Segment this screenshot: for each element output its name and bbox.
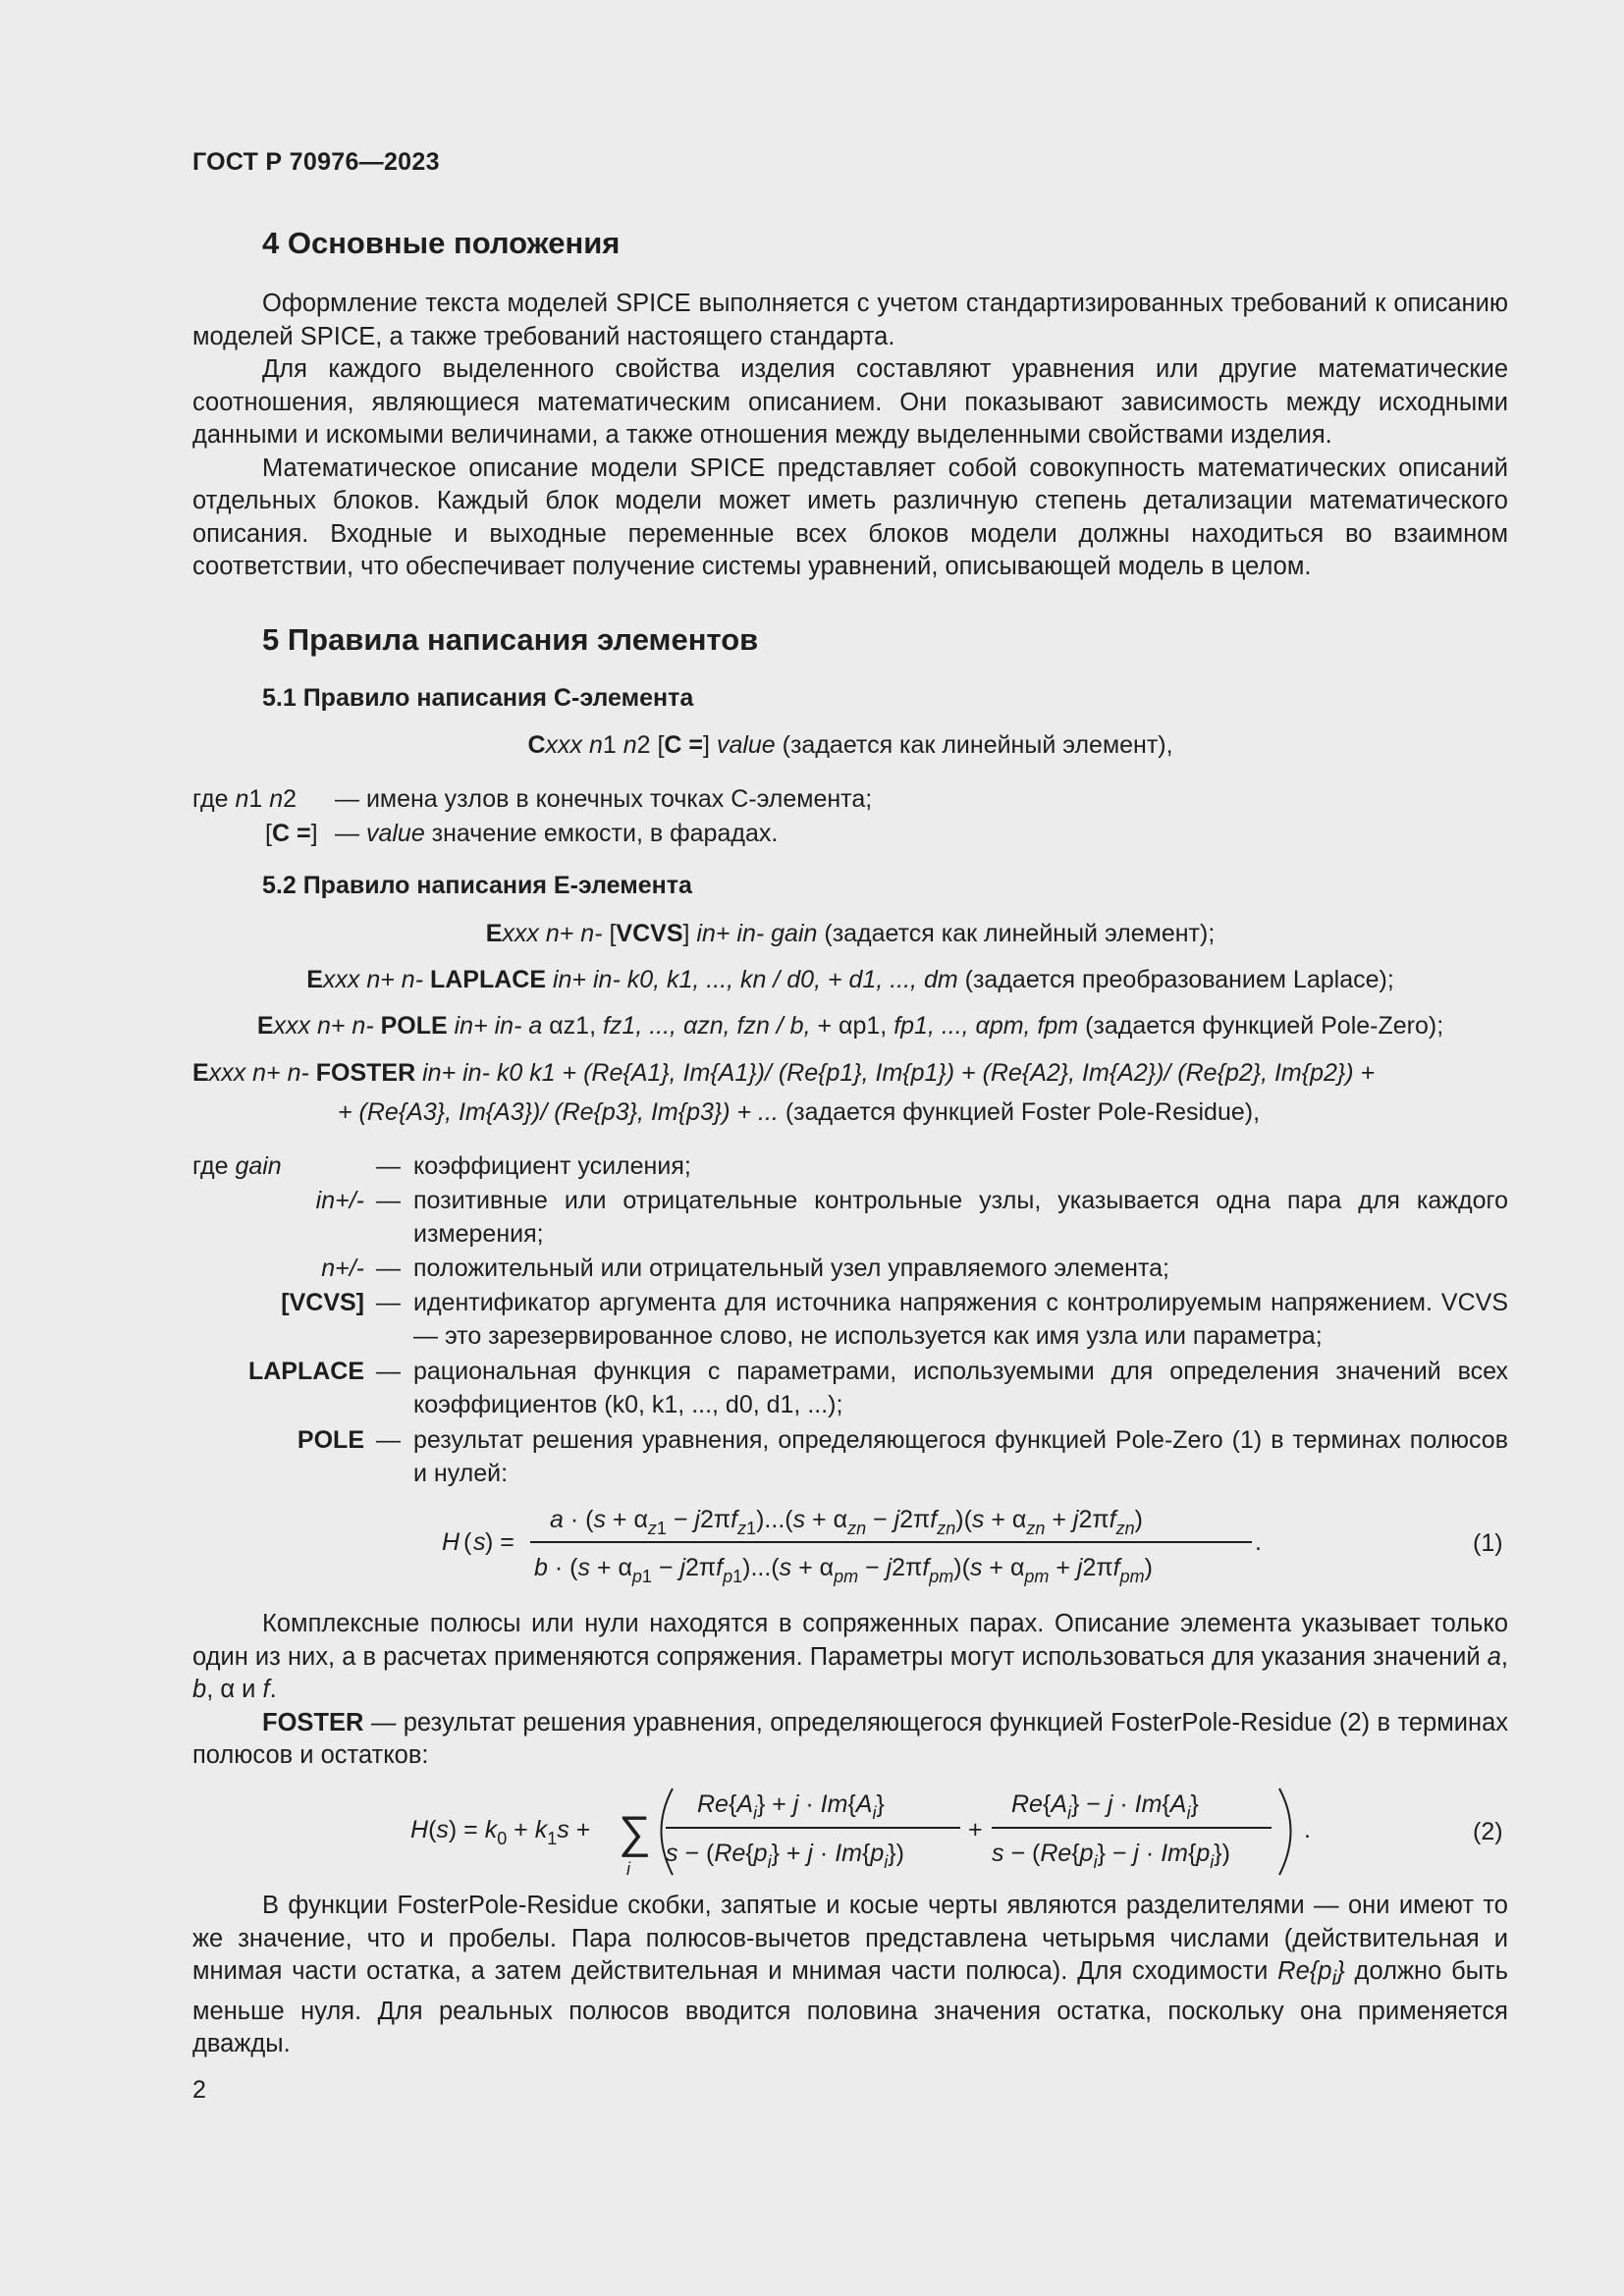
def-term: POLE (297, 1426, 364, 1454)
svg-text:s: s (473, 1528, 486, 1556)
subsection-5-1-title: 5.1 Правило написания C-элемента (262, 684, 694, 712)
e-syntax-foster-line1: Exxx n+ n- FOSTER in+ in- k0 k1 + (Re{A1}, Im{A1})/ (Re{p1}, Im{p1}) + (Re{A2}, Im{A2})/ (Re{p2}, Im{p2}) + (192, 1059, 1376, 1087)
svg-text:+: + (968, 1816, 983, 1843)
subsection-5-2-title: 5.2 Правило написания E-элемента (262, 872, 692, 899)
svg-text:a · (s + αz1 − j2πfz1)...(s +: $a \cdot (s + \alpha_z1 - j2\pi f_z1)...(s + \alpha_{zn} - j2\pi f_{zn})(s + \alpha_{zn} + j2\pi f_{zn})$ (550, 1506, 1143, 1538)
svg-text:s − (Re{pi} + j · Im{pi}): $s - (Re\{p_i\} + j \cdot Im\{p_i\})$ (666, 1840, 904, 1872)
e-syntax-linear: Exxx n+ n- [VCVS] in+ in- gain (задается как линейный элемент); (485, 920, 1216, 947)
def-dash: — (376, 1187, 401, 1214)
svg-text:.: . (1304, 1816, 1311, 1843)
def-dash: — (376, 1152, 401, 1180)
foster-paragraph: FOSTER — результат решения уравнения, определяющегося функцией FosterPole-Residue (2) в терминах полюсов и остатков: (192, 1708, 1508, 1769)
foster-explanation-paragraph: В функции FosterPole-Residue скобки, запятые и косые черты являются разделителями — они имеют то же значение, что и пробелы. Пара полюсов-вычетов представлена четырьмя числами (действительная и мнимая части остатка, а затем действительная и мнимая части полюса). Для сходимости $Re\{p_i\}$ должно быть меньше нуля. Для реальных полюсов вводится половина значения остатка, поскольку она применяется дважды. (192, 1892, 1508, 2058)
formula-1-number: (1) (1473, 1529, 1503, 1557)
c-def-value: [C =] (265, 820, 318, 847)
def-term: LAPLACE (247, 1358, 364, 1385)
def-text: идентификатор аргумента для источника напряжения с контролируемым напряжением. VCVS — это зарезервированное слово, не используется как имя узла или параметра; (413, 1289, 1508, 1350)
c-element-syntax: Cxxx n1 n2 [C =] value (задается как линейный элемент), (527, 731, 1173, 759)
svg-text:H: H (442, 1528, 460, 1556)
def-dash: — (376, 1426, 401, 1454)
e-syntax-laplace: Exxx n+ n- LAPLACE in+ in- k0, k1, ..., kn / d0, + d1, ..., dm (задается преобразованием Laplace); (306, 966, 1394, 993)
section-5-title: 5 Правила написания элементов (262, 622, 759, 657)
section-4-body (192, 288, 1508, 584)
svg-text:b · (s + αp1 − j2πfp1)...(s +: $b \cdot (s + \alpha_p1 - j2\pi f_p1)...(s + \alpha_{pm} - j2\pi f_{pm})(s + \alpha_{pm} + j2\pi f_{pm})$ (534, 1554, 1153, 1586)
def-text: положительный или отрицательный узел управляемого элемента; (413, 1255, 1169, 1282)
svg-text:H(s) = k0 + k1s +: $H(s) = k_0 + k_1s$ + (410, 1816, 591, 1848)
def-term: in+/- (315, 1187, 364, 1214)
c-def-value-text: — value значение емкости, в фарадах. (335, 820, 779, 847)
formula-pole-zero (432, 1497, 1296, 1590)
def-text: коэффициент усиления; (413, 1152, 691, 1180)
def-text: результат решения уравнения, определяющегося функцией Pole-Zero (1) в терминах полюсов и нулей: (413, 1426, 1508, 1487)
def-term: [VCVS] (281, 1289, 364, 1316)
complex-poles-paragraph: Комплексные полюсы или нули находятся в сопряженных парах. Описание элемента указывает только один из них, а в расчетах применяются сопряжения. Параметры могут использоваться для указания значений a, b, α и f. FOSTER — результат решения уравнения, определяющегося функцией FosterPole-Residue (2) в терминах полюсов и остатков: (192, 1608, 1508, 1773)
def-text: рациональная функция с параметрами, используемыми для определения значений всех коэффициентов (k0, k1, ..., d0, d1, ...); (413, 1358, 1508, 1418)
svg-text:) =: ) = (485, 1528, 514, 1556)
def-term: где gain (192, 1152, 282, 1180)
formula-foster-pole-residue (403, 1777, 1316, 1885)
standard-id: ГОСТ Р 70976—2023 (192, 148, 440, 176)
def-term: n+/- (321, 1255, 364, 1282)
e-syntax-pole: Exxx n+ n- POLE in+ in- a αz1, fz1, ..., αzn, fzn / b, + αp1, fp1, ..., αpm, fpm (задается функцией Pole-Zero); (256, 1012, 1444, 1040)
paragraph: Для каждого выделенного свойства изделия составляют уравнения или другие математические соотношения, являющиеся математическим описанием. Они показывают зависимость между исходными данными и искомыми величинами, а также отношения между выделенными свойствами изделия. (192, 355, 1508, 449)
svg-text:.: . (1255, 1528, 1262, 1556)
page-number: 2 (192, 2076, 206, 2104)
svg-text:Re{Ai} − j · Im{Ai}: $Re\{A_i\} - j \cdot Im\{A_i\}$ (1011, 1790, 1199, 1823)
paragraph: Оформление текста моделей SPICE выполняется с учетом стандартизированных требований к описанию моделей SPICE, а также требований настоящего стандарта. (192, 290, 1508, 350)
svg-text:s − (Re{pi} − j · Im{pi}): $s - (Re\{p_i\} - j \cdot Im\{p_i\})$ (992, 1840, 1230, 1872)
section-4-title: 4 Основные положения (262, 226, 621, 260)
svg-text:i: i (626, 1859, 630, 1879)
e-syntax-foster-line2: + (Re{A3}, Im{A3})/ (Re{p3}, Im{p3}) + ... (задается функцией Foster Pole-Residue), (338, 1098, 1261, 1126)
c-def-nodes: где n1 n2 (192, 785, 298, 813)
def-dash: — (376, 1289, 401, 1316)
svg-text:∑: ∑ (619, 1806, 651, 1857)
e-definitions (192, 1150, 1508, 1494)
def-dash: — (376, 1255, 401, 1282)
paragraph: Математическое описание модели SPICE представляет собой совокупность математических описаний отдельных блоков. Каждый блок модели может иметь различную степень детализации математического описания. Входные и выходные переменные всех блоков модели должны находиться во взаимном соответствии, что обеспечивает получение системы уравнений, описывающей модель в целом. (192, 454, 1508, 580)
def-text: позитивные или отрицательные контрольные узлы, указывается одна пара для каждого измерения; (413, 1187, 1508, 1248)
def-dash: — (376, 1358, 401, 1385)
c-def-nodes-text: — имена узлов в конечных точках C-элемента; (335, 785, 873, 813)
formula-2-number: (2) (1473, 1818, 1503, 1845)
svg-text:(: ( (463, 1528, 472, 1556)
svg-text:Re{Ai} + j · Im{Ai}: $Re\{A_i\} + j \cdot Im\{A_i\}$ (697, 1790, 885, 1823)
